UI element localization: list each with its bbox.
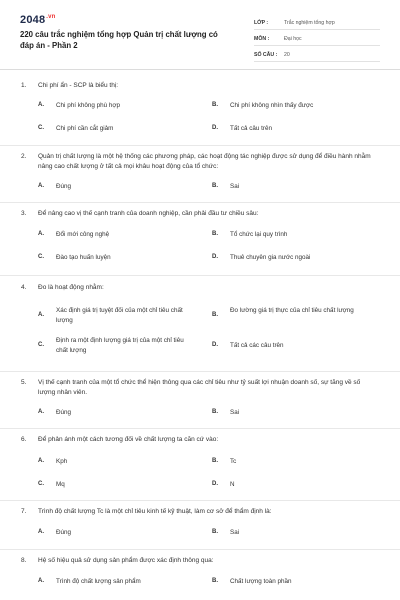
option-letter: B.	[212, 231, 218, 237]
option-letter: C.	[38, 125, 44, 131]
option-text: Xác định giá trị tuyệt đối của một chỉ tiêu chất lượng	[56, 307, 183, 324]
question-text: Vị thế cạnh tranh của một tổ chức thể hiện thông qua các chỉ tiêu như tỷ suất lợi nhuận doanh số, sự tăng về số lượng nhân viên.	[38, 379, 361, 396]
option-text: Tất cả câu trên	[230, 125, 272, 132]
option-text: Sai	[230, 529, 240, 536]
question-divider	[0, 371, 400, 372]
question-number: 3.	[21, 210, 27, 217]
option-letter: C.	[38, 481, 44, 487]
option-text: Sai	[230, 183, 240, 190]
option-letter: B.	[212, 529, 218, 535]
meta-row-subject	[254, 30, 380, 46]
option-text: Chi phí không phù hợp	[56, 102, 120, 109]
document-title: 220 câu trắc nghiệm tổng hợp Quản trị chất lượng có đáp án - Phần 2	[20, 30, 218, 50]
meta-label: SỐ CÂU :	[254, 52, 278, 58]
meta-info	[254, 14, 380, 62]
option-letter: B.	[212, 409, 218, 415]
question-text: Đo là hoạt động nhằm:	[38, 284, 104, 291]
option-letter: B.	[212, 312, 218, 318]
meta-row-count	[254, 46, 380, 62]
meta-label: MÔN :	[254, 36, 270, 42]
question-divider	[0, 275, 400, 276]
option-text: Mq	[56, 481, 65, 488]
option-text: Thuê chuyên gia nước ngoài	[230, 254, 311, 261]
option-letter: B.	[212, 578, 218, 584]
option-letter: C.	[38, 254, 44, 260]
option-text: Định ra một định lượng giá trị của một chỉ tiêu chất lượng	[56, 337, 184, 354]
question-text: Để nâng cao vị thế cạnh tranh của doanh nghiệp, cần phải đầu tư chiều sâu:	[38, 210, 259, 217]
option-letter: C.	[38, 342, 44, 348]
option-letter: B.	[212, 183, 218, 189]
option-letter: B.	[212, 102, 218, 108]
option-letter: A.	[38, 231, 44, 237]
question-number: 6.	[21, 436, 27, 443]
question-text: Trình độ chất lượng Tc là một chỉ tiêu kinh tế kỹ thuật, làm cơ sở để thẩm định là:	[38, 508, 272, 515]
question-divider	[0, 145, 400, 146]
option-text: N	[230, 481, 235, 488]
option-letter: A.	[38, 102, 44, 108]
question-text: Để phản ánh một cách tương đối về chất lượng ta căn cứ vào:	[38, 436, 219, 443]
question-divider	[0, 549, 400, 550]
option-text: Chất lượng toàn phần	[230, 578, 292, 585]
option-text: Đúng	[56, 409, 72, 416]
question-number: 2.	[21, 153, 27, 160]
meta-value: Đại học	[284, 36, 302, 42]
header	[0, 0, 400, 66]
option-letter: A.	[38, 578, 44, 584]
meta-label: LỚP :	[254, 20, 269, 26]
question-divider	[0, 500, 400, 501]
option-letter: A.	[38, 409, 44, 415]
option-text: Tất cả các câu trên	[230, 342, 284, 349]
option-text: Đúng	[56, 183, 72, 190]
question-divider	[0, 428, 400, 429]
logo-suffix: .vn	[46, 14, 56, 21]
option-text: Chi phí cần cắt giảm	[56, 125, 114, 132]
option-letter: A.	[38, 458, 44, 464]
option-text: Trình độ chất lượng sản phẩm	[56, 578, 141, 585]
question-number: 1.	[21, 82, 27, 89]
option-text: Sai	[230, 409, 240, 416]
option-letter: B.	[212, 458, 218, 464]
option-text: Đo lường giá trị thực của chỉ tiêu chất lượng	[230, 307, 354, 314]
meta-value: 20	[284, 52, 290, 58]
site-logo[interactable]: $2048^{.vn}$	[20, 14, 56, 26]
option-text: Đúng	[56, 529, 72, 536]
meta-row-class	[254, 14, 380, 30]
question-text: Chi phí ẩn - SCP là biểu thị:	[38, 82, 119, 89]
option-letter: D.	[212, 342, 218, 348]
option-letter: A.	[38, 312, 44, 318]
question-divider	[0, 202, 400, 203]
question-text: Hệ số hiệu quả sử dụng sản phẩm được xác định thông qua:	[38, 557, 214, 564]
option-text: Chi phí không nhìn thấy được	[230, 102, 314, 109]
option-letter: A.	[38, 529, 44, 535]
question-number: 5.	[21, 379, 27, 386]
meta-value: Trắc nghiệm tổng hợp	[284, 20, 335, 26]
option-text: Đào tạo huấn luyện	[56, 254, 111, 261]
question-text: Quản trị chất lượng là một hệ thống các phương pháp, các hoạt động tác nghiệp được sử dụng để điều hành nhằm nâng cao chất lượng ở tất cả mọi khâu hoạt động của tổ chức:	[38, 153, 371, 170]
option-letter: D.	[212, 481, 218, 487]
question-number: 7.	[21, 508, 27, 515]
option-letter: D.	[212, 125, 218, 131]
option-text: Kph	[56, 458, 68, 465]
option-text: Đổi mới công nghệ	[56, 231, 110, 238]
question-number: 8.	[21, 557, 27, 564]
header-divider	[0, 69, 400, 70]
option-text: Tc	[230, 458, 237, 465]
option-letter: A.	[38, 183, 44, 189]
question-number: 4.	[21, 284, 27, 291]
option-text: Tổ chức lại quy trình	[230, 231, 288, 238]
option-letter: D.	[212, 254, 218, 260]
